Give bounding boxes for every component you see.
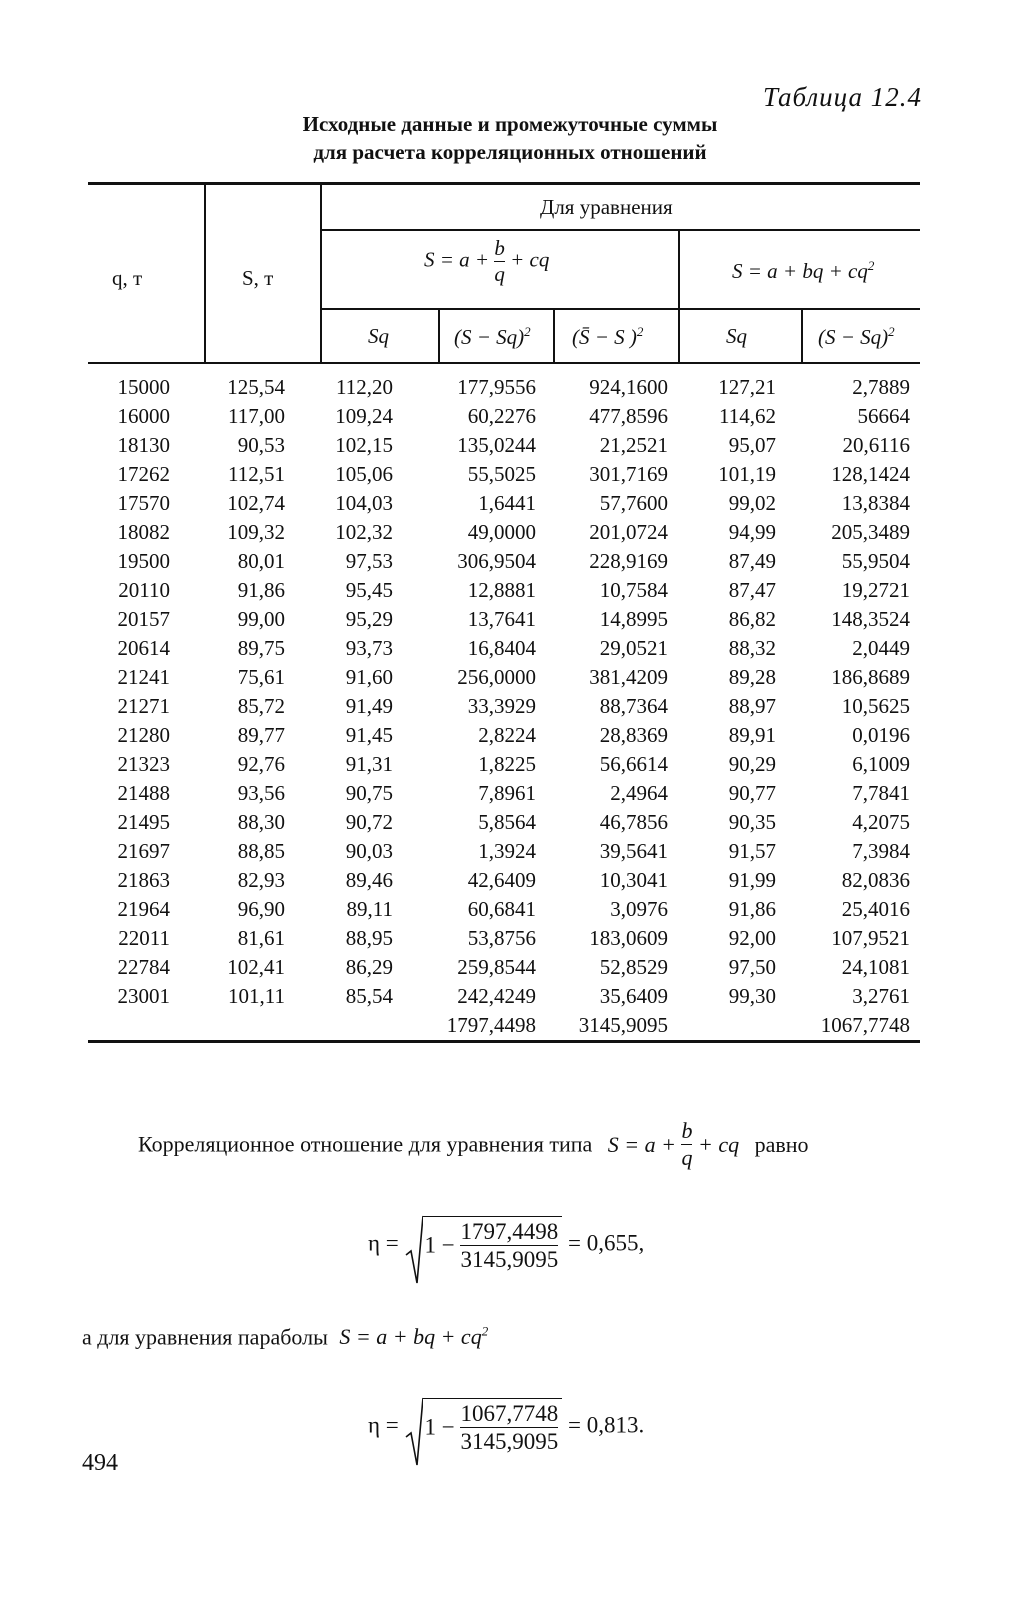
sq1-cell: 85,54 bbox=[345, 984, 393, 1008]
s-cell: 102,41 bbox=[227, 955, 285, 979]
q-cell: 16000 bbox=[117, 404, 170, 428]
diff1-cell: 242,4249 bbox=[457, 984, 536, 1008]
total-diff1-cell: 1797,4498 bbox=[446, 1013, 536, 1037]
header-q bbox=[112, 266, 142, 291]
formula-1-eta: η = bbox=[368, 1230, 399, 1256]
q-cell: 21280 bbox=[117, 723, 170, 747]
diff2-cell: 205,3489 bbox=[831, 520, 910, 544]
diff1-cell: 33,3929 bbox=[467, 694, 536, 718]
header-eq1-lhs: S = a + bbox=[424, 247, 490, 272]
diff1-cell: 60,2276 bbox=[467, 404, 536, 428]
diff1-cell: 60,6841 bbox=[467, 897, 536, 921]
q-cell: 21495 bbox=[117, 810, 170, 834]
diff2-cell: 107,9521 bbox=[831, 926, 910, 950]
sqrt-sign-icon bbox=[405, 1397, 423, 1467]
paragraph-2 bbox=[82, 1324, 488, 1350]
header-s-text: S, т bbox=[242, 266, 274, 290]
s-cell: 96,90 bbox=[237, 897, 285, 921]
s-cell: 75,61 bbox=[237, 665, 285, 689]
total-diff2-cell: 1067,7748 bbox=[820, 1013, 910, 1037]
subheader-rule bbox=[321, 308, 920, 310]
subheader-sq-diff-1-sup: 2 bbox=[524, 324, 531, 339]
header-bottom-rule bbox=[88, 362, 920, 364]
sq1-cell: 104,03 bbox=[335, 491, 393, 515]
q-cell: 18130 bbox=[117, 433, 170, 457]
q-cell: 17570 bbox=[117, 491, 170, 515]
diff2-cell: 186,8689 bbox=[831, 665, 910, 689]
meandiff-cell: 52,8529 bbox=[599, 955, 668, 979]
diff2-cell: 56664 bbox=[857, 404, 910, 428]
subheader-sq-1: Sq bbox=[368, 324, 389, 348]
formula-1-den: 3145,9095 bbox=[460, 1247, 559, 1272]
meandiff-cell: 57,7600 bbox=[599, 491, 668, 515]
s-cell: 89,77 bbox=[237, 723, 285, 747]
sq2-cell: 99,30 bbox=[728, 984, 776, 1008]
header-eq1-num: b bbox=[494, 236, 505, 260]
q-cell: 20157 bbox=[117, 607, 170, 631]
header-eq2-sup: 2 bbox=[867, 258, 875, 273]
meandiff-cell: 477,8596 bbox=[589, 404, 668, 428]
subheader-sq-diff-2 bbox=[818, 324, 895, 350]
sq1-cell: 109,24 bbox=[335, 404, 393, 428]
meandiff-cell: 29,0521 bbox=[599, 636, 668, 660]
diff1-cell: 2,8224 bbox=[478, 723, 536, 747]
group-rule bbox=[321, 229, 920, 231]
sq2-cell: 87,49 bbox=[728, 549, 776, 573]
paragraph-2-eq-text: S = a + bq + cq bbox=[339, 1324, 482, 1350]
formula-1-bar bbox=[460, 1245, 558, 1246]
header-s bbox=[242, 266, 273, 291]
sq1-cell: 91,31 bbox=[345, 752, 393, 776]
vrule-2 bbox=[320, 182, 322, 364]
header-q-text: q, т bbox=[112, 266, 143, 290]
meandiff-cell: 35,6409 bbox=[599, 984, 668, 1008]
meandiff-cell: 10,3041 bbox=[599, 868, 668, 892]
sq2-cell: 91,86 bbox=[728, 897, 776, 921]
diff1-cell: 55,5025 bbox=[467, 462, 536, 486]
formula-2-bar bbox=[460, 1427, 558, 1428]
sq2-cell: 97,50 bbox=[728, 955, 776, 979]
diff1-cell: 7,8961 bbox=[478, 781, 536, 805]
diff2-cell: 25,4016 bbox=[841, 897, 910, 921]
meandiff-cell: 10,7584 bbox=[599, 578, 668, 602]
s-cell: 99,00 bbox=[237, 607, 285, 631]
formula-2 bbox=[368, 1398, 644, 1453]
formula-2-eta: η = bbox=[368, 1412, 399, 1438]
formula-1-one: 1 − bbox=[424, 1232, 455, 1258]
sq1-cell: 90,72 bbox=[345, 810, 393, 834]
paragraph-1-text: Корреляционное отношение для уравнения типа bbox=[138, 1131, 593, 1157]
vrule-1 bbox=[204, 182, 206, 364]
sq2-cell: 127,21 bbox=[718, 375, 776, 399]
paragraph-2-text: а для уравнения параболы bbox=[82, 1324, 328, 1350]
s-cell: 92,76 bbox=[237, 752, 285, 776]
q-cell: 22784 bbox=[117, 955, 170, 979]
sq2-cell: 88,32 bbox=[728, 636, 776, 660]
diff2-cell: 55,9504 bbox=[841, 549, 910, 573]
diff1-cell: 12,8881 bbox=[467, 578, 536, 602]
diff2-cell: 0,0196 bbox=[852, 723, 910, 747]
s-cell: 112,51 bbox=[228, 462, 285, 486]
sq1-cell: 95,45 bbox=[345, 578, 393, 602]
diff1-cell: 13,7641 bbox=[467, 607, 536, 631]
sq1-cell: 89,46 bbox=[345, 868, 393, 892]
s-cell: 117,00 bbox=[228, 404, 285, 428]
header-group: Для уравнения bbox=[540, 195, 673, 219]
sq2-cell: 86,82 bbox=[728, 607, 776, 631]
vrule-6 bbox=[801, 309, 803, 364]
paragraph-1-after: равно bbox=[754, 1131, 809, 1157]
paragraph-1-eq-num: b bbox=[681, 1118, 693, 1143]
sq2-cell: 87,47 bbox=[728, 578, 776, 602]
sq2-cell: 101,19 bbox=[718, 462, 776, 486]
sq2-cell: 95,07 bbox=[728, 433, 776, 457]
table-title-line2: для расчета корреляционных отношений bbox=[313, 140, 707, 164]
diff2-cell: 128,1424 bbox=[831, 462, 910, 486]
diff1-cell: 53,8756 bbox=[467, 926, 536, 950]
q-cell: 15000 bbox=[117, 375, 170, 399]
table-bottom-rule bbox=[88, 1040, 920, 1043]
formula-1-result: = 0,655, bbox=[567, 1230, 645, 1256]
subheader-mean-diff-text: (S̄ − S ) bbox=[572, 325, 637, 349]
s-cell: 109,32 bbox=[227, 520, 285, 544]
sq1-cell: 89,11 bbox=[346, 897, 393, 921]
s-cell: 88,30 bbox=[237, 810, 285, 834]
diff1-cell: 177,9556 bbox=[457, 375, 536, 399]
meandiff-cell: 21,2521 bbox=[599, 433, 668, 457]
s-cell: 85,72 bbox=[237, 694, 285, 718]
s-cell: 89,75 bbox=[237, 636, 285, 660]
q-cell: 20110 bbox=[118, 578, 170, 602]
diff1-cell: 259,8544 bbox=[457, 955, 536, 979]
sq1-cell: 105,06 bbox=[335, 462, 393, 486]
paragraph-2-eq-sup: 2 bbox=[481, 1324, 489, 1339]
vrule-5 bbox=[678, 230, 680, 364]
header-eq2-text: S = a + bq + cq bbox=[732, 259, 868, 283]
sq2-cell: 89,91 bbox=[728, 723, 776, 747]
diff1-cell: 49,0000 bbox=[467, 520, 536, 544]
formula-2-num: 1067,7748 bbox=[460, 1401, 559, 1426]
paragraph-2-equation bbox=[339, 1324, 488, 1349]
diff2-cell: 10,5625 bbox=[841, 694, 910, 718]
sq2-cell: 90,77 bbox=[728, 781, 776, 805]
formula-2-one: 1 − bbox=[424, 1414, 455, 1440]
meandiff-cell: 3,0976 bbox=[610, 897, 668, 921]
sq1-cell: 93,73 bbox=[345, 636, 393, 660]
meandiff-cell: 56,6614 bbox=[599, 752, 668, 776]
total-meandiff-cell: 3145,9095 bbox=[578, 1013, 668, 1037]
formula-1-sqrt bbox=[423, 1216, 563, 1271]
q-cell: 21863 bbox=[117, 868, 170, 892]
diff2-cell: 13,8384 bbox=[841, 491, 910, 515]
paragraph-1-equation bbox=[607, 1118, 745, 1170]
meandiff-cell: 228,9169 bbox=[589, 549, 668, 573]
diff1-cell: 5,8564 bbox=[478, 810, 536, 834]
formula-2-sqrt bbox=[423, 1398, 563, 1453]
sq2-cell: 91,57 bbox=[728, 839, 776, 863]
q-cell: 22011 bbox=[118, 926, 170, 950]
q-cell: 20614 bbox=[117, 636, 170, 660]
diff2-cell: 2,0449 bbox=[852, 636, 910, 660]
q-cell: 21697 bbox=[117, 839, 170, 863]
diff2-cell: 2,7889 bbox=[852, 375, 910, 399]
paragraph-1-eq-lhs: S = a + bbox=[607, 1131, 676, 1157]
s-cell: 82,93 bbox=[237, 868, 285, 892]
subheader-mean-diff bbox=[572, 324, 643, 350]
paragraph-1 bbox=[138, 1120, 809, 1169]
header-eq1-den: q bbox=[494, 262, 505, 286]
diff1-cell: 16,8404 bbox=[467, 636, 536, 660]
sq2-cell: 90,29 bbox=[728, 752, 776, 776]
header-eq1-frac bbox=[494, 238, 505, 285]
s-cell: 101,11 bbox=[228, 984, 285, 1008]
s-cell: 125,54 bbox=[227, 375, 285, 399]
subheader-sq-diff-2-sup: 2 bbox=[888, 324, 895, 339]
q-cell: 21271 bbox=[117, 694, 170, 718]
subheader-sq-2: Sq bbox=[726, 324, 747, 348]
diff1-cell: 256,0000 bbox=[457, 665, 536, 689]
sq1-cell: 97,53 bbox=[345, 549, 393, 573]
subheader-sq-diff-1 bbox=[454, 324, 531, 350]
subheader-sq-diff-1-text: (S − Sq) bbox=[454, 325, 525, 349]
sq1-cell: 91,49 bbox=[345, 694, 393, 718]
header-eq1 bbox=[424, 238, 549, 285]
subheader-mean-diff-sup: 2 bbox=[636, 324, 644, 339]
meandiff-cell: 14,8995 bbox=[599, 607, 668, 631]
diff2-cell: 6,1009 bbox=[852, 752, 910, 776]
diff2-cell: 19,2721 bbox=[841, 578, 910, 602]
sq2-cell: 99,02 bbox=[728, 491, 776, 515]
subheader-sq-diff-2-text: (S − Sq) bbox=[818, 325, 889, 349]
s-cell: 90,53 bbox=[237, 433, 285, 457]
meandiff-cell: 2,4964 bbox=[610, 781, 668, 805]
formula-2-frac bbox=[460, 1402, 558, 1453]
sq2-cell: 89,28 bbox=[728, 665, 776, 689]
sq2-cell: 114,62 bbox=[719, 404, 776, 428]
sq1-cell: 112,20 bbox=[336, 375, 393, 399]
q-cell: 19500 bbox=[117, 549, 170, 573]
s-cell: 93,56 bbox=[237, 781, 285, 805]
paragraph-1-eq-frac bbox=[681, 1120, 692, 1169]
diff2-cell: 24,1081 bbox=[841, 955, 910, 979]
q-cell: 21964 bbox=[117, 897, 170, 921]
formula-1-num: 1797,4498 bbox=[460, 1219, 559, 1244]
diff2-cell: 148,3524 bbox=[831, 607, 910, 631]
diff2-cell: 7,3984 bbox=[852, 839, 910, 863]
diff1-cell: 1,6441 bbox=[478, 491, 536, 515]
diff1-cell: 306,9504 bbox=[457, 549, 536, 573]
sq1-cell: 102,32 bbox=[335, 520, 393, 544]
paragraph-1-eq-den: q bbox=[681, 1145, 693, 1170]
diff2-cell: 20,6116 bbox=[842, 433, 910, 457]
meandiff-cell: 46,7856 bbox=[599, 810, 668, 834]
sq1-cell: 102,15 bbox=[335, 433, 393, 457]
q-cell: 21241 bbox=[117, 665, 170, 689]
sq1-cell: 91,60 bbox=[345, 665, 393, 689]
table-label: Таблица 12.4 bbox=[762, 82, 922, 112]
sq1-cell: 90,03 bbox=[345, 839, 393, 863]
formula-2-den: 3145,9095 bbox=[460, 1429, 559, 1454]
meandiff-cell: 381,4209 bbox=[589, 665, 668, 689]
sq2-cell: 91,99 bbox=[728, 868, 776, 892]
formula-1-frac bbox=[460, 1220, 558, 1271]
header-eq2 bbox=[732, 258, 874, 284]
formula-1 bbox=[368, 1216, 644, 1271]
q-cell: 23001 bbox=[117, 984, 170, 1008]
q-cell: 18082 bbox=[117, 520, 170, 544]
page-number: 494 bbox=[82, 1450, 118, 1476]
q-cell: 17262 bbox=[117, 462, 170, 486]
table-top-rule bbox=[88, 182, 920, 185]
s-cell: 88,85 bbox=[237, 839, 285, 863]
vrule-4 bbox=[553, 309, 555, 364]
diff1-cell: 135,0244 bbox=[457, 433, 536, 457]
s-cell: 81,61 bbox=[237, 926, 285, 950]
formula-2-result: = 0,813. bbox=[567, 1412, 645, 1438]
q-cell: 21488 bbox=[117, 781, 170, 805]
vrule-3 bbox=[438, 309, 440, 364]
sq1-cell: 95,29 bbox=[345, 607, 393, 631]
diff2-cell: 4,2075 bbox=[852, 810, 910, 834]
q-cell: 21323 bbox=[117, 752, 170, 776]
sq2-cell: 90,35 bbox=[728, 810, 776, 834]
sq2-cell: 92,00 bbox=[728, 926, 776, 950]
diff1-cell: 42,6409 bbox=[467, 868, 536, 892]
s-cell: 80,01 bbox=[237, 549, 285, 573]
header-eq1-rhs: + cq bbox=[510, 247, 550, 272]
meandiff-cell: 28,8369 bbox=[599, 723, 668, 747]
diff1-cell: 1,8225 bbox=[478, 752, 536, 776]
sq1-cell: 91,45 bbox=[345, 723, 393, 747]
meandiff-cell: 183,0609 bbox=[589, 926, 668, 950]
meandiff-cell: 201,0724 bbox=[589, 520, 668, 544]
sq1-cell: 88,95 bbox=[345, 926, 393, 950]
sq1-cell: 86,29 bbox=[345, 955, 393, 979]
meandiff-cell: 88,7364 bbox=[599, 694, 668, 718]
meandiff-cell: 301,7169 bbox=[589, 462, 668, 486]
sq2-cell: 88,97 bbox=[728, 694, 776, 718]
diff1-cell: 1,3924 bbox=[478, 839, 536, 863]
s-cell: 102,74 bbox=[227, 491, 285, 515]
sqrt-sign-icon bbox=[405, 1215, 423, 1285]
sq2-cell: 94,99 bbox=[728, 520, 776, 544]
diff2-cell: 7,7841 bbox=[852, 781, 910, 805]
paragraph-1-eq-rhs: + cq bbox=[697, 1131, 740, 1157]
sq1-cell: 90,75 bbox=[345, 781, 393, 805]
s-cell: 91,86 bbox=[237, 578, 285, 602]
meandiff-cell: 924,1600 bbox=[589, 375, 668, 399]
meandiff-cell: 39,5641 bbox=[599, 839, 668, 863]
diff2-cell: 3,2761 bbox=[852, 984, 910, 1008]
diff2-cell: 82,0836 bbox=[841, 868, 910, 892]
table-title-line1: Исходные данные и промежуточные суммы bbox=[302, 112, 718, 136]
